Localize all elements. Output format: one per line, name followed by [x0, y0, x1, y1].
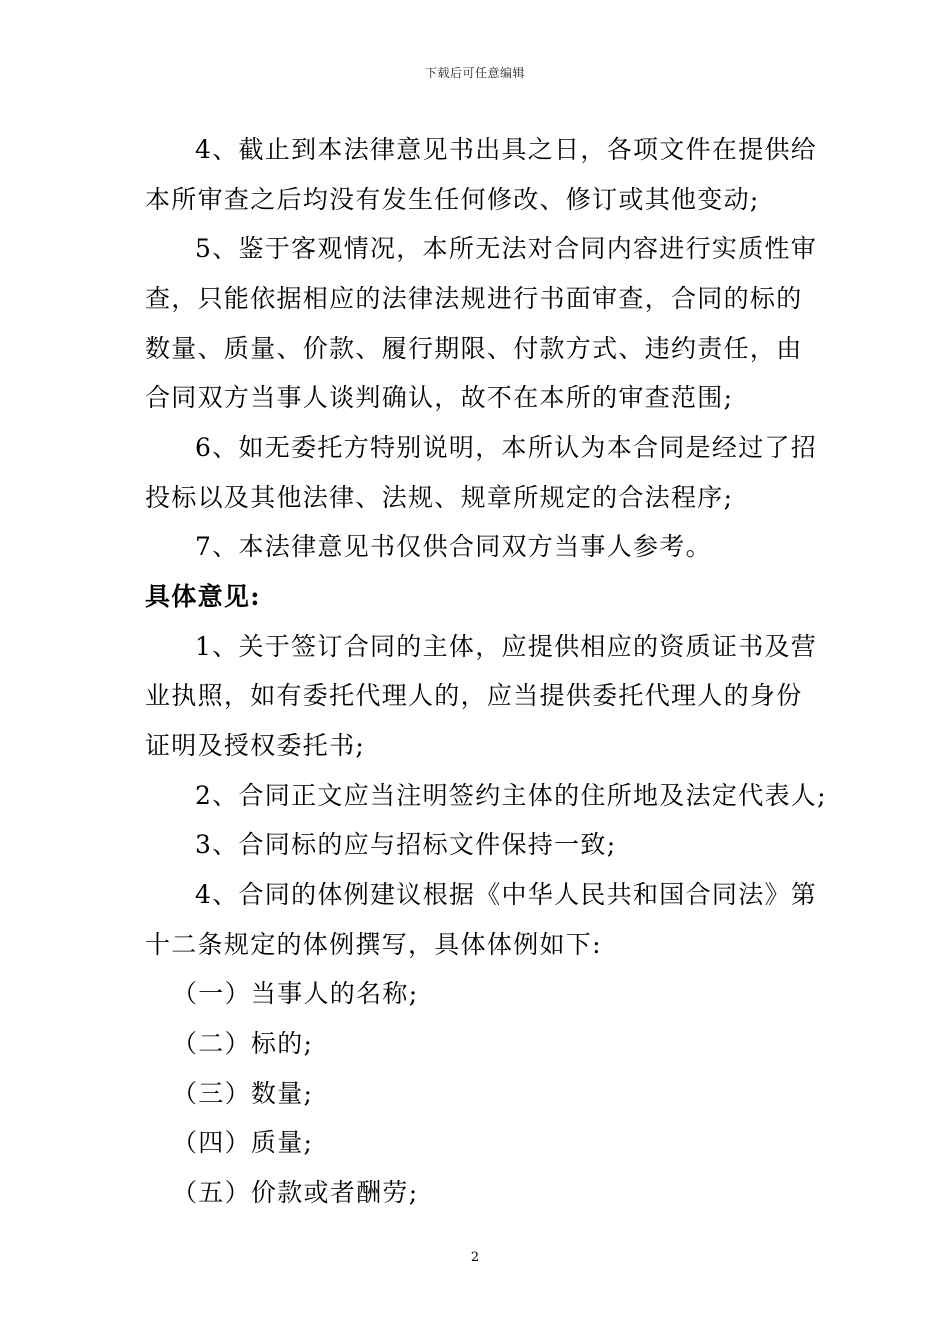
paragraph-line: 十二条规定的体例撰写，具体体例如下: [145, 930, 602, 959]
list-item: （一）当事人的名称; [172, 979, 419, 1008]
paragraph-line: 业执照，如有委托代理人的，应当提供委托代理人的身份 [145, 681, 803, 710]
section-heading: 具体意见: [145, 582, 261, 611]
page-number: 2 [470, 1250, 480, 1265]
paragraph-line: 7、本法律意见书仅供合同双方当事人参考。 [195, 532, 712, 561]
paragraph-line: 证明及授权委托书; [145, 731, 366, 760]
paragraph-line: 数量、质量、价款、履行期限、付款方式、违约责任，由 [145, 334, 803, 363]
paragraph-line: 本所审查之后均没有发生任何修改、修订或其他变动; [145, 185, 760, 214]
list-item: （四）质量; [172, 1128, 314, 1157]
list-item: （五）价款或者酬劳; [172, 1178, 419, 1207]
page-header: 下载后可任意编辑 [424, 66, 525, 80]
paragraph-line: 6、如无委托方特别说明，本所认为本合同是经过了招 [195, 433, 818, 462]
paragraph-line: 合同双方当事人谈判确认，故不在本所的审查范围; [145, 383, 734, 412]
list-item: （三）数量; [172, 1079, 314, 1108]
paragraph-line: 查，只能依据相应的法律法规进行书面审查，合同的标的 [145, 284, 803, 313]
paragraph-line: 5、鉴于客观情况，本所无法对合同内容进行实质性审 [195, 234, 818, 263]
paragraph-line: 4、合同的体例建议根据《中华人民共和国合同法》第 [195, 880, 818, 909]
paragraph-line: 2、合同正文应当注明签约主体的住所地及法定代表人; [195, 781, 827, 810]
paragraph-line: 投标以及其他法律、法规、规章所规定的合法程序; [145, 483, 734, 512]
paragraph-line: 4、截止到本法律意见书出具之日，各项文件在提供给 [195, 135, 818, 164]
list-item: （二）标的; [172, 1029, 314, 1058]
paragraph-line: 1、关于签订合同的主体，应提供相应的资质证书及营 [195, 632, 818, 661]
paragraph-line: 3、合同标的应与招标文件保持一致; [195, 830, 617, 859]
